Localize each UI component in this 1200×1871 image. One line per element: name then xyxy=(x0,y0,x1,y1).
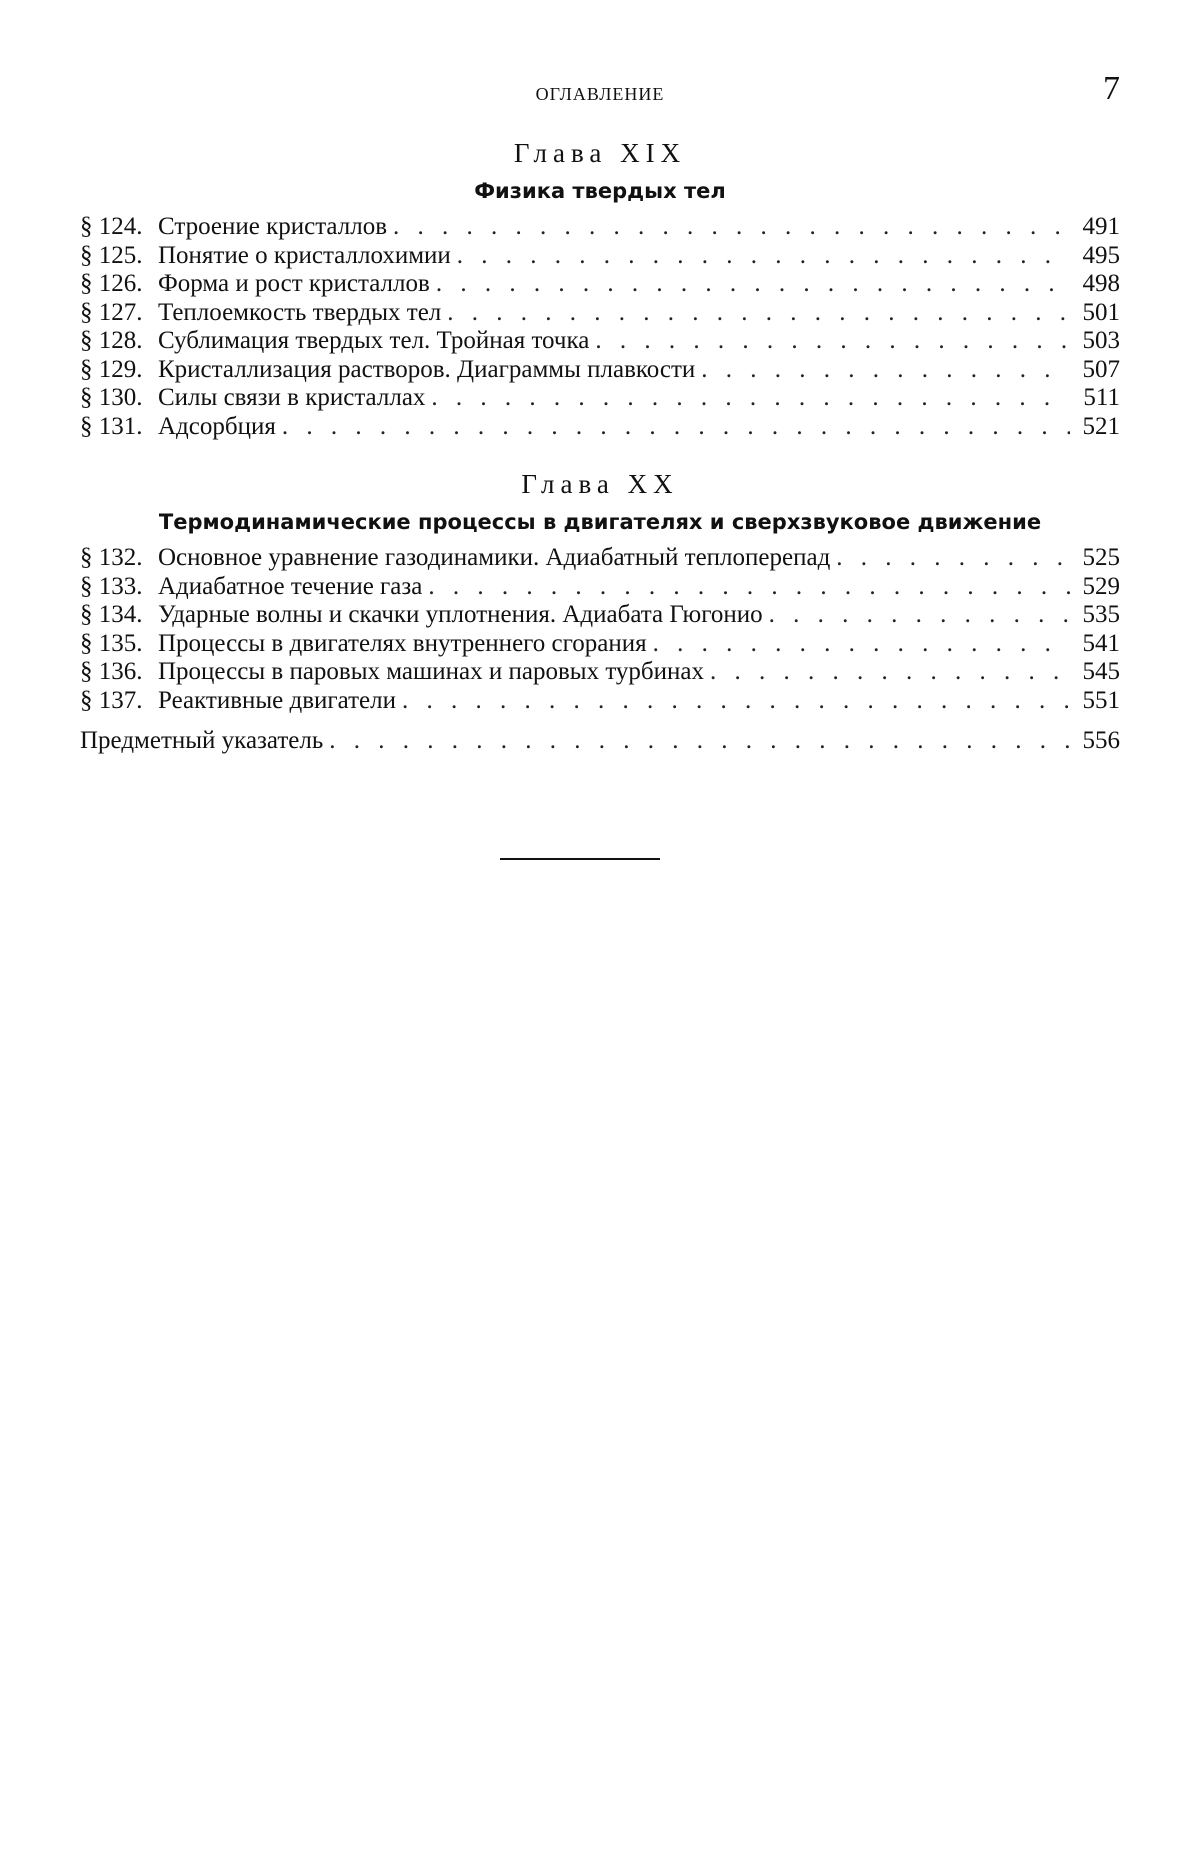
section-number: § 124. xyxy=(80,213,143,240)
toc-page xyxy=(80,70,1120,756)
toc-entry-136[interactable] xyxy=(80,658,1120,687)
section-title: Понятие о кристаллохимии xyxy=(158,241,451,269)
toc-entry-subject-index[interactable] xyxy=(80,727,1120,756)
dot-leader xyxy=(836,544,1070,573)
toc-entry-125[interactable] xyxy=(80,242,1120,271)
chapter-title: Термодинамические процессы в двигателях и сверхзвуковое движение xyxy=(158,510,1042,534)
end-rule xyxy=(500,858,660,860)
section-number: § 134. xyxy=(80,601,143,628)
dot-leader xyxy=(710,658,1070,687)
toc-entry-135[interactable] xyxy=(80,630,1120,659)
section-number: § 135. xyxy=(80,629,143,657)
toc-entry-132[interactable] xyxy=(80,544,1120,573)
dot-leader xyxy=(329,727,1070,756)
section-title: Процессы в двигателях внутреннего сгорания xyxy=(158,629,647,657)
section-number: § 131. xyxy=(80,412,143,440)
section-number: § 129. xyxy=(80,355,143,383)
dot-leader xyxy=(769,601,1070,630)
chapter-xx xyxy=(80,469,1120,715)
section-list xyxy=(80,544,1120,715)
dot-leader xyxy=(402,687,1070,716)
section-number: § 130. xyxy=(80,384,143,411)
running-title: ОГЛАВЛЕНИЕ xyxy=(535,84,665,104)
section-page: 535 xyxy=(1082,601,1120,628)
chapter-title: Физика твердых тел xyxy=(474,179,726,203)
section-page: 498 xyxy=(1082,270,1120,297)
index-title: Предметный указатель xyxy=(80,727,324,754)
section-page: 511 xyxy=(1083,384,1120,411)
section-number: § 126. xyxy=(80,270,143,297)
dot-leader xyxy=(653,630,1070,659)
section-title: Процессы в паровых машинах и паровых турбинах xyxy=(158,658,704,685)
running-head xyxy=(80,70,1120,120)
toc-entry-126[interactable] xyxy=(80,270,1120,299)
section-list xyxy=(80,213,1120,441)
dot-leader xyxy=(436,270,1070,299)
section-title: Реактивные двигатели xyxy=(158,686,397,714)
toc-entry-124[interactable] xyxy=(80,213,1120,242)
section-page: 525 xyxy=(1082,544,1120,571)
toc-entry-133[interactable] xyxy=(80,573,1120,602)
section-number: § 137. xyxy=(80,686,143,714)
toc-entry-131[interactable] xyxy=(80,413,1120,442)
section-number: § 125. xyxy=(80,241,143,269)
section-title: Ударные волны и скачки уплотнения. Адиабата Гюгонио xyxy=(158,601,763,628)
dot-leader xyxy=(428,573,1070,602)
section-page: 503 xyxy=(1082,327,1120,354)
section-page: 521 xyxy=(1082,412,1120,440)
page-number: 7 xyxy=(1103,70,1120,107)
index-page: 556 xyxy=(1082,727,1120,754)
dot-leader xyxy=(447,299,1070,328)
section-number: § 136. xyxy=(80,658,143,685)
section-title: Силы связи в кристаллах xyxy=(158,384,426,411)
toc-entry-129[interactable] xyxy=(80,356,1120,385)
dot-leader xyxy=(282,413,1070,442)
section-page: 507 xyxy=(1082,355,1120,383)
section-page: 491 xyxy=(1082,213,1120,240)
section-title: Форма и рост кристаллов xyxy=(158,270,430,297)
toc-entry-134[interactable] xyxy=(80,601,1120,630)
section-title: Основное уравнение газодинамики. Адиабатный теплоперепад xyxy=(158,544,831,571)
section-number: § 127. xyxy=(80,298,143,326)
dot-leader xyxy=(701,356,1070,385)
section-title: Адиабатное течение газа xyxy=(158,572,423,600)
chapter-xix xyxy=(80,138,1120,441)
dot-leader xyxy=(457,242,1070,271)
section-page: 541 xyxy=(1082,629,1120,657)
section-number: § 128. xyxy=(80,327,143,354)
section-title: Адсорбция xyxy=(158,412,276,440)
toc-entry-127[interactable] xyxy=(80,299,1120,328)
toc-entry-137[interactable] xyxy=(80,687,1120,716)
toc-entry-128[interactable] xyxy=(80,327,1120,356)
dot-leader xyxy=(393,213,1070,242)
section-number: § 132. xyxy=(80,544,143,571)
section-page: 495 xyxy=(1082,241,1120,269)
section-title: Строение кристаллов xyxy=(158,213,388,240)
section-title: Сублимация твердых тел. Тройная точка xyxy=(158,327,590,354)
chapter-heading: Глава XIX xyxy=(513,138,687,168)
dot-leader xyxy=(595,327,1070,356)
chapter-heading: Глава XX xyxy=(521,469,679,499)
toc-entry-130[interactable] xyxy=(80,384,1120,413)
section-title: Кристаллизация растворов. Диаграммы плавкости xyxy=(158,355,696,383)
dot-leader xyxy=(431,384,1070,413)
section-page: 501 xyxy=(1082,298,1120,326)
section-page: 551 xyxy=(1082,686,1120,714)
section-title: Теплоемкость твердых тел xyxy=(158,298,442,326)
section-page: 545 xyxy=(1082,658,1120,685)
section-number: § 133. xyxy=(80,572,143,600)
section-page: 529 xyxy=(1082,572,1120,600)
